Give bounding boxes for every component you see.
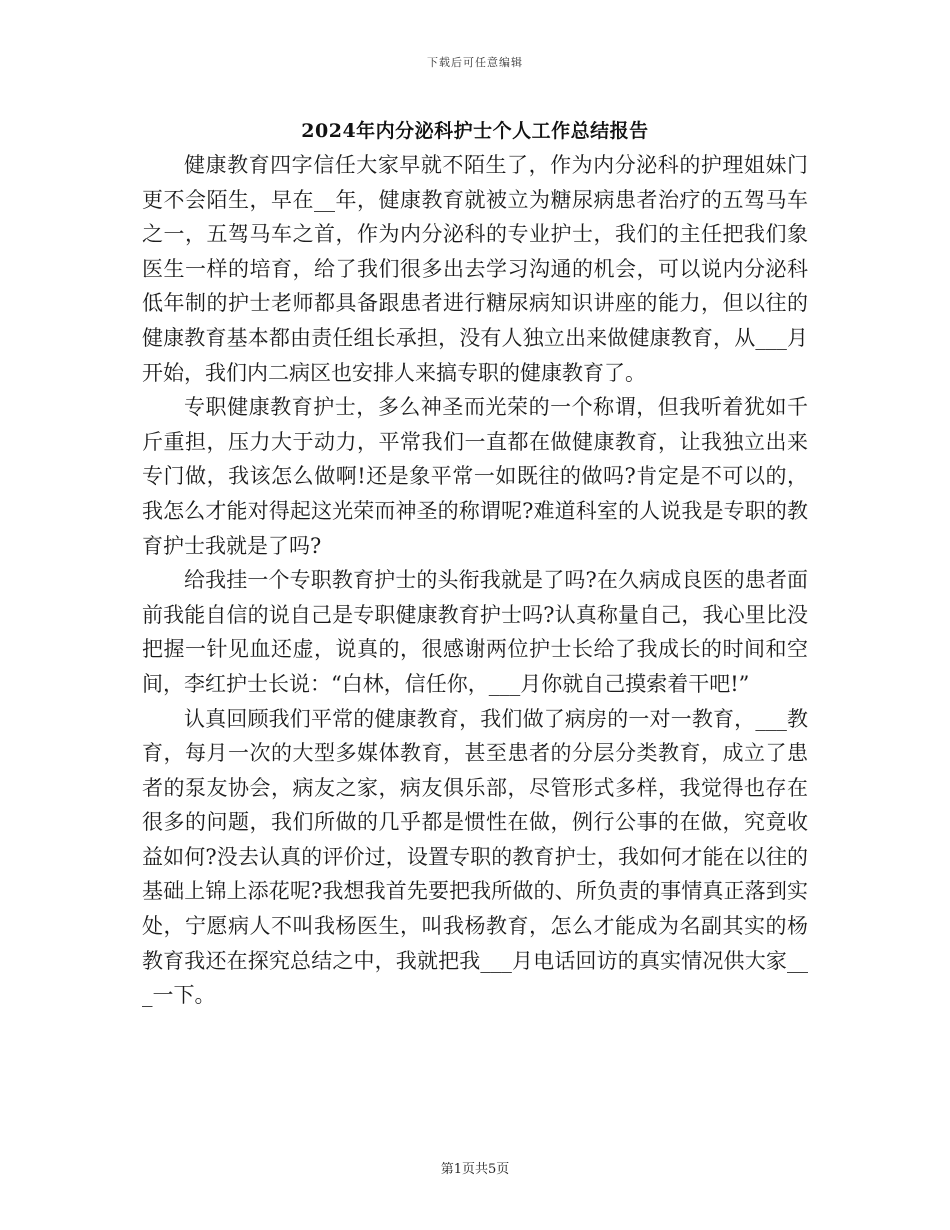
paragraph: 健康教育四字信任大家早就不陌生了，作为内分泌科的护理姐妹门更不会陌生，早在__年，健康教育就被立为糖尿病患者治疗的五驾马车之一，五驾马车之首，作为内分泌科的专业护士，我们的主任把我们象医生一样的培育，给了我们很多出去学习沟通的机会，可以说内分泌科低年制的护士老师都具备跟患者进行糖尿病知识讲座的能力，但以往的健康教育基本都由责任组长承担，没有人独立出来做健康教育，从___月开始，我们内二病区也安排人来搞专职的健康教育了。 [142,153,808,385]
page-number: 第1页共5页 [440,1162,510,1177]
paragraph: 给我挂一个专职教育护士的头衔我就是了吗?在久病成良医的患者面前我能自信的说自己是专职健康教育护士吗?认真称量自己，我心里比没把握一针见血还虚，说真的，很感谢两位护士长给了我成长的时间和空间，李红护士长说：“白林，信任你，___月你就自己摸索着干吧!” [142,568,808,696]
page-header-note: 下载后可任意编辑 [427,56,523,69]
document-title: 2024年内分泌科护士个人工作总结报告 [301,120,649,142]
paragraph: 专职健康教育护士，多么神圣而光荣的一个称谓，但我听着犹如千斤重担，压力大于动力，平常我们一直都在做健康教育，让我独立出来专门做，我该怎么做啊!还是象平常一如既往的做吗?肯定是不可以的，我怎么才能对得起这光荣而神圣的称谓呢?难道科室的人说我是专职的教育护士我就是了吗? [142,395,808,558]
document-body [142,148,808,1013]
paragraph: 认真回顾我们平常的健康教育，我们做了病房的一对一教育，___教育，每月一次的大型多媒体教育，甚至患者的分层分类教育，成立了患者的泵友协会，病友之家，病友俱乐部，尽管形式多样，我觉得也存在很多的问题，我们所做的几乎都是惯性在做，例行公事的在做，究竟收益如何?没去认真的评价过，设置专职的教育护士，我如何才能在以往的基础上锦上添花呢?我想我首先要把我所做的、所负责的事情真正落到实处，宁愿病人不叫我杨医生，叫我杨教育，怎么才能成为名副其实的杨教育我还在探究总结之中，我就把我___月电话回访的真实情况供大家___一下。 [142,706,808,1008]
